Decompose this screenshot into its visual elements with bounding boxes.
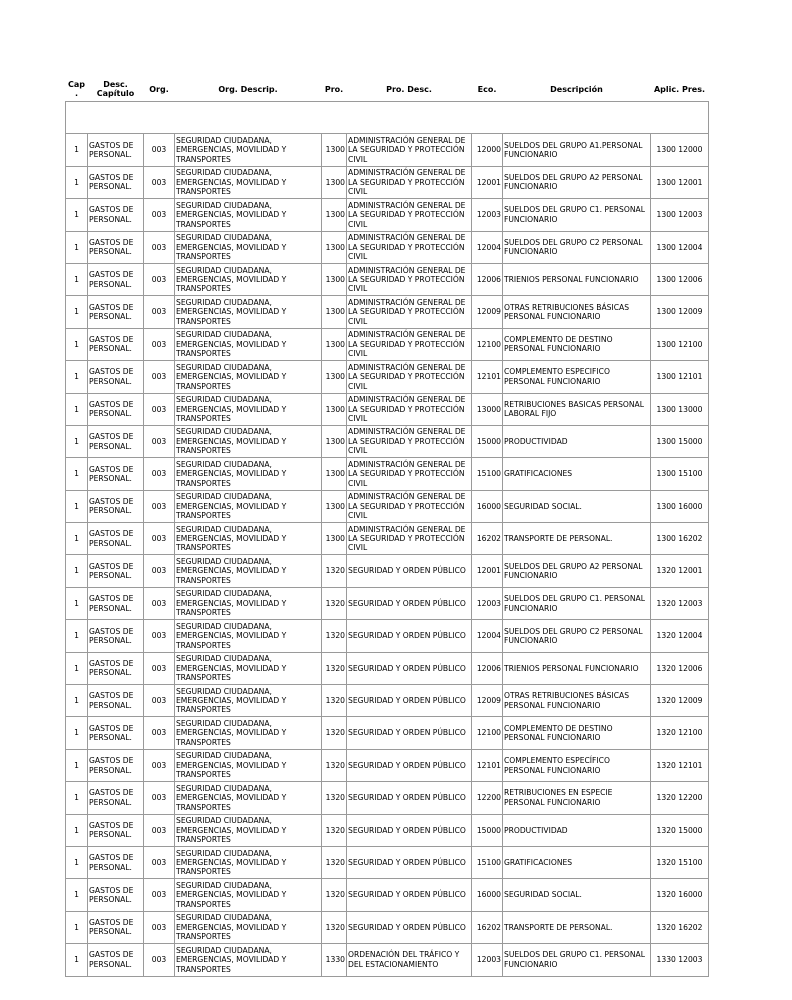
- cell-pro-desc: ADMINISTRACIÓN GENERAL DE LA SEGURIDAD Y PROTECCIÓN CIVIL: [347, 231, 472, 263]
- table-row: [66, 685, 709, 717]
- cell-eco: 12100: [472, 328, 503, 360]
- cell-cap: 1: [66, 587, 88, 619]
- cell-desc-capitulo: GASTOS DE PERSONAL.: [88, 717, 144, 749]
- cell-desc-capitulo: GASTOS DE PERSONAL.: [88, 361, 144, 393]
- cell-org-descrip: SEGURIDAD CIUDADANA, EMERGENCIAS, MOVILIDAD Y TRANSPORTES: [175, 587, 322, 619]
- cell-aplic-pres: 1320 15100: [651, 846, 709, 878]
- table-row: [66, 814, 709, 846]
- cell-eco: 12100: [472, 717, 503, 749]
- cell-org-descrip: SEGURIDAD CIUDADANA, EMERGENCIAS, MOVILIDAD Y TRANSPORTES: [175, 328, 322, 360]
- cell-eco: 15000: [472, 814, 503, 846]
- cell-org: 003: [144, 587, 175, 619]
- cell-eco: 12003: [472, 944, 503, 976]
- cell-descripcion: COMPLEMENTO DE DESTINO PERSONAL FUNCIONARIO: [503, 717, 651, 749]
- cell-descripcion: SUELDOS DEL GRUPO A2 PERSONAL FUNCIONARIO: [503, 555, 651, 587]
- cell-org: 003: [144, 490, 175, 522]
- cell-eco: 12004: [472, 620, 503, 652]
- table-row: [66, 944, 709, 976]
- cell-org-descrip: SEGURIDAD CIUDADANA, EMERGENCIAS, MOVILIDAD Y TRANSPORTES: [175, 685, 322, 717]
- cell-pro: 1320: [322, 685, 347, 717]
- cell-descripcion: OTRAS RETRIBUCIONES BÁSICAS PERSONAL FUNCIONARIO: [503, 296, 651, 328]
- cell-cap: 1: [66, 490, 88, 522]
- table-row: [66, 425, 709, 457]
- cell-org: 003: [144, 361, 175, 393]
- cell-desc-capitulo: GASTOS DE PERSONAL.: [88, 134, 144, 166]
- table-row: [66, 782, 709, 814]
- cell-cap: 1: [66, 911, 88, 943]
- cell-pro-desc: SEGURIDAD Y ORDEN PÚBLICO: [347, 749, 472, 781]
- cell-eco: 12101: [472, 361, 503, 393]
- cell-pro-desc: SEGURIDAD Y ORDEN PÚBLICO: [347, 587, 472, 619]
- cell-org-descrip: SEGURIDAD CIUDADANA, EMERGENCIAS, MOVILIDAD Y TRANSPORTES: [175, 296, 322, 328]
- cell-descripcion: TRIENIOS PERSONAL FUNCIONARIO: [503, 263, 651, 295]
- table-row: [66, 717, 709, 749]
- cell-cap: 1: [66, 393, 88, 425]
- cell-org: 003: [144, 911, 175, 943]
- cell-aplic-pres: 1320 12003: [651, 587, 709, 619]
- cell-eco: 16202: [472, 523, 503, 555]
- cell-cap: 1: [66, 846, 88, 878]
- cell-org-descrip: SEGURIDAD CIUDADANA, EMERGENCIAS, MOVILIDAD Y TRANSPORTES: [175, 652, 322, 684]
- cell-org: 003: [144, 296, 175, 328]
- table-row: [66, 749, 709, 781]
- table-row: [66, 458, 709, 490]
- cell-org: 003: [144, 782, 175, 814]
- cell-pro: 1300: [322, 296, 347, 328]
- cell-org-descrip: SEGURIDAD CIUDADANA, EMERGENCIAS, MOVILIDAD Y TRANSPORTES: [175, 263, 322, 295]
- header-pro: Pro.: [324, 84, 344, 94]
- cell-pro-desc: SEGURIDAD Y ORDEN PÚBLICO: [347, 814, 472, 846]
- cell-pro: 1300: [322, 393, 347, 425]
- cell-cap: 1: [66, 620, 88, 652]
- cell-desc-capitulo: GASTOS DE PERSONAL.: [88, 587, 144, 619]
- cell-org: 003: [144, 944, 175, 976]
- cell-desc-capitulo: GASTOS DE PERSONAL.: [88, 231, 144, 263]
- header-org: Org.: [149, 84, 169, 94]
- table-row: [66, 652, 709, 684]
- cell-aplic-pres: 1300 12006: [651, 263, 709, 295]
- cell-eco: 12003: [472, 199, 503, 231]
- cell-eco: 12000: [472, 134, 503, 166]
- cell-org-descrip: SEGURIDAD CIUDADANA, EMERGENCIAS, MOVILIDAD Y TRANSPORTES: [175, 911, 322, 943]
- cell-cap: 1: [66, 328, 88, 360]
- cell-org-descrip: SEGURIDAD CIUDADANA, EMERGENCIAS, MOVILIDAD Y TRANSPORTES: [175, 166, 322, 198]
- cell-pro-desc: ADMINISTRACIÓN GENERAL DE LA SEGURIDAD Y PROTECCIÓN CIVIL: [347, 166, 472, 198]
- cell-org-descrip: SEGURIDAD CIUDADANA, EMERGENCIAS, MOVILIDAD Y TRANSPORTES: [175, 490, 322, 522]
- cell-org-descrip: SEGURIDAD CIUDADANA, EMERGENCIAS, MOVILIDAD Y TRANSPORTES: [175, 717, 322, 749]
- cell-org: 003: [144, 555, 175, 587]
- cell-pro: 1300: [322, 134, 347, 166]
- cell-org-descrip: SEGURIDAD CIUDADANA, EMERGENCIAS, MOVILIDAD Y TRANSPORTES: [175, 782, 322, 814]
- cell-org: 003: [144, 846, 175, 878]
- cell-descripcion: COMPLEMENTO ESPECÍFICO PERSONAL FUNCIONARIO: [503, 749, 651, 781]
- cell-descripcion: SUELDOS DEL GRUPO A2 PERSONAL FUNCIONARIO: [503, 166, 651, 198]
- cell-aplic-pres: 1320 12009: [651, 685, 709, 717]
- cell-eco: 12009: [472, 685, 503, 717]
- cell-cap: 1: [66, 134, 88, 166]
- cell-descripcion: TRANSPORTE DE PERSONAL.: [503, 911, 651, 943]
- cell-descripcion: TRANSPORTE DE PERSONAL.: [503, 523, 651, 555]
- cell-cap: 1: [66, 749, 88, 781]
- cell-org-descrip: SEGURIDAD CIUDADANA, EMERGENCIAS, MOVILIDAD Y TRANSPORTES: [175, 749, 322, 781]
- cell-org: 003: [144, 231, 175, 263]
- cell-descripcion: OTRAS RETRIBUCIONES BÁSICAS PERSONAL FUNCIONARIO: [503, 685, 651, 717]
- cell-eco: 12004: [472, 231, 503, 263]
- cell-aplic-pres: 1300 15100: [651, 458, 709, 490]
- cell-cap: 1: [66, 263, 88, 295]
- cell-pro: 1300: [322, 231, 347, 263]
- cell-org: 003: [144, 749, 175, 781]
- cell-cap: 1: [66, 458, 88, 490]
- cell-org: 003: [144, 685, 175, 717]
- cell-org: 003: [144, 263, 175, 295]
- table-row: [66, 263, 709, 295]
- cell-aplic-pres: 1300 15000: [651, 425, 709, 457]
- cell-aplic-pres: 1320 12200: [651, 782, 709, 814]
- cell-aplic-pres: 1320 12100: [651, 717, 709, 749]
- cell-cap: 1: [66, 944, 88, 976]
- cell-desc-capitulo: GASTOS DE PERSONAL.: [88, 296, 144, 328]
- cell-cap: 1: [66, 879, 88, 911]
- cell-descripcion: GRATIFICACIONES: [503, 846, 651, 878]
- cell-pro: 1320: [322, 749, 347, 781]
- table-row: [66, 199, 709, 231]
- cell-cap: 1: [66, 685, 88, 717]
- cell-pro-desc: ADMINISTRACIÓN GENERAL DE LA SEGURIDAD Y PROTECCIÓN CIVIL: [347, 393, 472, 425]
- cell-pro: 1300: [322, 166, 347, 198]
- cell-org-descrip: SEGURIDAD CIUDADANA, EMERGENCIAS, MOVILIDAD Y TRANSPORTES: [175, 458, 322, 490]
- cell-desc-capitulo: GASTOS DE PERSONAL.: [88, 749, 144, 781]
- cell-pro-desc: ADMINISTRACIÓN GENERAL DE LA SEGURIDAD Y PROTECCIÓN CIVIL: [347, 134, 472, 166]
- cell-pro: 1300: [322, 458, 347, 490]
- cell-pro-desc: ADMINISTRACIÓN GENERAL DE LA SEGURIDAD Y PROTECCIÓN CIVIL: [347, 263, 472, 295]
- cell-cap: 1: [66, 652, 88, 684]
- cell-pro-desc: ADMINISTRACIÓN GENERAL DE LA SEGURIDAD Y PROTECCIÓN CIVIL: [347, 458, 472, 490]
- table-row: [66, 361, 709, 393]
- cell-aplic-pres: 1320 15000: [651, 814, 709, 846]
- cell-aplic-pres: 1300 16202: [651, 523, 709, 555]
- cell-desc-capitulo: GASTOS DE PERSONAL.: [88, 620, 144, 652]
- cell-aplic-pres: 1320 12001: [651, 555, 709, 587]
- cell-pro: 1300: [322, 263, 347, 295]
- cell-pro-desc: ADMINISTRACIÓN GENERAL DE LA SEGURIDAD Y PROTECCIÓN CIVIL: [347, 490, 472, 522]
- table-row: [66, 846, 709, 878]
- cell-descripcion: SUELDOS DEL GRUPO C2 PERSONAL FUNCIONARIO: [503, 231, 651, 263]
- cell-aplic-pres: 1320 16202: [651, 911, 709, 943]
- cell-aplic-pres: 1320 16000: [651, 879, 709, 911]
- cell-pro-desc: ADMINISTRACIÓN GENERAL DE LA SEGURIDAD Y PROTECCIÓN CIVIL: [347, 199, 472, 231]
- cell-aplic-pres: 1300 12000: [651, 134, 709, 166]
- table-row: [66, 166, 709, 198]
- cell-pro: 1320: [322, 587, 347, 619]
- cell-desc-capitulo: GASTOS DE PERSONAL.: [88, 425, 144, 457]
- cell-pro-desc: ADMINISTRACIÓN GENERAL DE LA SEGURIDAD Y PROTECCIÓN CIVIL: [347, 328, 472, 360]
- cell-cap: 1: [66, 166, 88, 198]
- cell-descripcion: PRODUCTIVIDAD: [503, 425, 651, 457]
- cell-aplic-pres: 1320 12006: [651, 652, 709, 684]
- cell-descripcion: PRODUCTIVIDAD: [503, 814, 651, 846]
- cell-desc-capitulo: GASTOS DE PERSONAL.: [88, 490, 144, 522]
- cell-descripcion: SEGURIDAD SOCIAL.: [503, 879, 651, 911]
- cell-desc-capitulo: GASTOS DE PERSONAL.: [88, 685, 144, 717]
- cell-aplic-pres: 1300 16000: [651, 490, 709, 522]
- cell-org-descrip: SEGURIDAD CIUDADANA, EMERGENCIAS, MOVILIDAD Y TRANSPORTES: [175, 361, 322, 393]
- cell-cap: 1: [66, 425, 88, 457]
- header-row: [66, 77, 709, 102]
- cell-cap: 1: [66, 717, 88, 749]
- cell-pro: 1320: [322, 555, 347, 587]
- header-spacer: [66, 102, 709, 134]
- cell-eco: 12101: [472, 749, 503, 781]
- cell-org-descrip: SEGURIDAD CIUDADANA, EMERGENCIAS, MOVILIDAD Y TRANSPORTES: [175, 523, 322, 555]
- cell-pro-desc: ORDENACIÓN DEL TRÁFICO Y DEL ESTACIONAMIENTO: [347, 944, 472, 976]
- cell-pro-desc: ADMINISTRACIÓN GENERAL DE LA SEGURIDAD Y PROTECCIÓN CIVIL: [347, 425, 472, 457]
- cell-org: 003: [144, 134, 175, 166]
- cell-desc-capitulo: GASTOS DE PERSONAL.: [88, 782, 144, 814]
- cell-eco: 16000: [472, 879, 503, 911]
- cell-cap: 1: [66, 814, 88, 846]
- cell-descripcion: GRATIFICACIONES: [503, 458, 651, 490]
- cell-desc-capitulo: GASTOS DE PERSONAL.: [88, 328, 144, 360]
- table-row: [66, 490, 709, 522]
- cell-pro: 1300: [322, 361, 347, 393]
- cell-org: 003: [144, 652, 175, 684]
- cell-org-descrip: SEGURIDAD CIUDADANA, EMERGENCIAS, MOVILIDAD Y TRANSPORTES: [175, 134, 322, 166]
- cell-descripcion: RETRIBUCIONES BASICAS PERSONAL LABORAL FIJO: [503, 393, 651, 425]
- table-row: [66, 911, 709, 943]
- cell-pro: 1320: [322, 814, 347, 846]
- cell-org-descrip: SEGURIDAD CIUDADANA, EMERGENCIAS, MOVILIDAD Y TRANSPORTES: [175, 199, 322, 231]
- cell-eco: 12006: [472, 263, 503, 295]
- cell-pro-desc: ADMINISTRACIÓN GENERAL DE LA SEGURIDAD Y PROTECCIÓN CIVIL: [347, 523, 472, 555]
- cell-pro-desc: SEGURIDAD Y ORDEN PÚBLICO: [347, 620, 472, 652]
- cell-pro: 1300: [322, 523, 347, 555]
- table-row: [66, 296, 709, 328]
- cell-pro: 1330: [322, 944, 347, 976]
- cell-aplic-pres: 1300 12004: [651, 231, 709, 263]
- table-body: [66, 134, 709, 976]
- cell-cap: 1: [66, 523, 88, 555]
- cell-pro-desc: ADMINISTRACIÓN GENERAL DE LA SEGURIDAD Y PROTECCIÓN CIVIL: [347, 361, 472, 393]
- cell-pro-desc: SEGURIDAD Y ORDEN PÚBLICO: [347, 782, 472, 814]
- cell-aplic-pres: 1320 12101: [651, 749, 709, 781]
- cell-descripcion: RETRIBUCIONES EN ESPECIE PERSONAL FUNCIONARIO: [503, 782, 651, 814]
- cell-pro-desc: SEGURIDAD Y ORDEN PÚBLICO: [347, 685, 472, 717]
- cell-pro: 1300: [322, 490, 347, 522]
- cell-desc-capitulo: GASTOS DE PERSONAL.: [88, 458, 144, 490]
- cell-org-descrip: SEGURIDAD CIUDADANA, EMERGENCIAS, MOVILIDAD Y TRANSPORTES: [175, 231, 322, 263]
- cell-descripcion: SUELDOS DEL GRUPO C2 PERSONAL FUNCIONARIO: [503, 620, 651, 652]
- cell-cap: 1: [66, 555, 88, 587]
- cell-desc-capitulo: GASTOS DE PERSONAL.: [88, 199, 144, 231]
- cell-aplic-pres: 1300 12001: [651, 166, 709, 198]
- cell-descripcion: TRIENIOS PERSONAL FUNCIONARIO: [503, 652, 651, 684]
- cell-org-descrip: SEGURIDAD CIUDADANA, EMERGENCIAS, MOVILIDAD Y TRANSPORTES: [175, 944, 322, 976]
- cell-cap: 1: [66, 361, 88, 393]
- cell-pro: 1320: [322, 782, 347, 814]
- cell-pro: 1300: [322, 199, 347, 231]
- cell-pro-desc: SEGURIDAD Y ORDEN PÚBLICO: [347, 652, 472, 684]
- cell-pro-desc: SEGURIDAD Y ORDEN PÚBLICO: [347, 879, 472, 911]
- cell-pro-desc: SEGURIDAD Y ORDEN PÚBLICO: [347, 911, 472, 943]
- cell-pro: 1300: [322, 425, 347, 457]
- header-eco: Eco.: [477, 84, 497, 94]
- cell-descripcion: COMPLEMENTO DE DESTINO PERSONAL FUNCIONARIO: [503, 328, 651, 360]
- cell-eco: 13000: [472, 393, 503, 425]
- cell-desc-capitulo: GASTOS DE PERSONAL.: [88, 166, 144, 198]
- cell-eco: 16202: [472, 911, 503, 943]
- cell-pro: 1320: [322, 879, 347, 911]
- header-descripcion: Descripción: [550, 84, 603, 94]
- table-row: [66, 134, 709, 166]
- cell-org: 003: [144, 879, 175, 911]
- cell-aplic-pres: 1300 13000: [651, 393, 709, 425]
- spacer-cell: [66, 102, 709, 134]
- cell-aplic-pres: 1300 12003: [651, 199, 709, 231]
- cell-descripcion: COMPLEMENTO ESPECIFICO PERSONAL FUNCIONARIO: [503, 361, 651, 393]
- cell-aplic-pres: 1300 12100: [651, 328, 709, 360]
- cell-desc-capitulo: GASTOS DE PERSONAL.: [88, 393, 144, 425]
- cell-eco: 12003: [472, 587, 503, 619]
- cell-org-descrip: SEGURIDAD CIUDADANA, EMERGENCIAS, MOVILIDAD Y TRANSPORTES: [175, 846, 322, 878]
- cell-eco: 15100: [472, 846, 503, 878]
- table-row: [66, 328, 709, 360]
- cell-pro: 1320: [322, 652, 347, 684]
- cell-descripcion: SUELDOS DEL GRUPO C1. PERSONAL FUNCIONARIO: [503, 199, 651, 231]
- cell-descripcion: SEGURIDAD SOCIAL.: [503, 490, 651, 522]
- cell-descripcion: SUELDOS DEL GRUPO A1.PERSONAL FUNCIONARIO: [503, 134, 651, 166]
- cell-aplic-pres: 1330 12003: [651, 944, 709, 976]
- cell-pro: 1320: [322, 717, 347, 749]
- cell-org: 003: [144, 814, 175, 846]
- cell-org: 003: [144, 523, 175, 555]
- cell-org: 003: [144, 620, 175, 652]
- cell-org: 003: [144, 393, 175, 425]
- cell-pro-desc: SEGURIDAD Y ORDEN PÚBLICO: [347, 555, 472, 587]
- table-row: [66, 393, 709, 425]
- cell-pro: 1320: [322, 911, 347, 943]
- table-row: [66, 879, 709, 911]
- cell-org-descrip: SEGURIDAD CIUDADANA, EMERGENCIAS, MOVILIDAD Y TRANSPORTES: [175, 620, 322, 652]
- cell-pro: 1320: [322, 620, 347, 652]
- cell-desc-capitulo: GASTOS DE PERSONAL.: [88, 555, 144, 587]
- cell-desc-capitulo: GASTOS DE PERSONAL.: [88, 846, 144, 878]
- table-row: [66, 231, 709, 263]
- cell-desc-capitulo: GASTOS DE PERSONAL.: [88, 523, 144, 555]
- table-row: [66, 555, 709, 587]
- cell-org: 003: [144, 199, 175, 231]
- table-row: [66, 620, 709, 652]
- cell-org: 003: [144, 717, 175, 749]
- header-pro-desc: Pro. Desc.: [386, 84, 432, 94]
- cell-pro-desc: SEGURIDAD Y ORDEN PÚBLICO: [347, 717, 472, 749]
- cell-cap: 1: [66, 782, 88, 814]
- cell-org-descrip: SEGURIDAD CIUDADANA, EMERGENCIAS, MOVILIDAD Y TRANSPORTES: [175, 425, 322, 457]
- cell-aplic-pres: 1300 12009: [651, 296, 709, 328]
- table-row: [66, 523, 709, 555]
- cell-org: 003: [144, 458, 175, 490]
- cell-descripcion: SUELDOS DEL GRUPO C1. PERSONAL FUNCIONARIO: [503, 587, 651, 619]
- header-cap: Cap .: [68, 80, 85, 98]
- table-row: [66, 587, 709, 619]
- cell-eco: 12200: [472, 782, 503, 814]
- cell-desc-capitulo: GASTOS DE PERSONAL.: [88, 879, 144, 911]
- cell-desc-capitulo: GASTOS DE PERSONAL.: [88, 911, 144, 943]
- cell-aplic-pres: 1300 12101: [651, 361, 709, 393]
- header-aplic-pres: Aplic. Pres.: [653, 84, 705, 94]
- cell-org: 003: [144, 425, 175, 457]
- cell-desc-capitulo: GASTOS DE PERSONAL.: [88, 263, 144, 295]
- cell-desc-capitulo: GASTOS DE PERSONAL.: [88, 814, 144, 846]
- cell-org: 003: [144, 166, 175, 198]
- cell-org-descrip: SEGURIDAD CIUDADANA, EMERGENCIAS, MOVILIDAD Y TRANSPORTES: [175, 393, 322, 425]
- cell-aplic-pres: 1320 12004: [651, 620, 709, 652]
- cell-desc-capitulo: GASTOS DE PERSONAL.: [88, 944, 144, 976]
- cell-cap: 1: [66, 231, 88, 263]
- header-desc-capitulo: Desc. Capítulo: [96, 80, 135, 98]
- cell-org-descrip: SEGURIDAD CIUDADANA, EMERGENCIAS, MOVILIDAD Y TRANSPORTES: [175, 555, 322, 587]
- cell-org-descrip: SEGURIDAD CIUDADANA, EMERGENCIAS, MOVILIDAD Y TRANSPORTES: [175, 814, 322, 846]
- cell-eco: 15000: [472, 425, 503, 457]
- cell-eco: 16000: [472, 490, 503, 522]
- cell-eco: 12009: [472, 296, 503, 328]
- cell-eco: 12001: [472, 166, 503, 198]
- cell-pro: 1300: [322, 328, 347, 360]
- cell-eco: 12006: [472, 652, 503, 684]
- cell-cap: 1: [66, 296, 88, 328]
- cell-desc-capitulo: GASTOS DE PERSONAL.: [88, 652, 144, 684]
- cell-org-descrip: SEGURIDAD CIUDADANA, EMERGENCIAS, MOVILIDAD Y TRANSPORTES: [175, 879, 322, 911]
- cell-org: 003: [144, 328, 175, 360]
- cell-pro: 1320: [322, 846, 347, 878]
- cell-pro-desc: SEGURIDAD Y ORDEN PÚBLICO: [347, 846, 472, 878]
- cell-pro-desc: ADMINISTRACIÓN GENERAL DE LA SEGURIDAD Y PROTECCIÓN CIVIL: [347, 296, 472, 328]
- budget-table: [65, 77, 709, 977]
- cell-eco: 15100: [472, 458, 503, 490]
- cell-descripcion: SUELDOS DEL GRUPO C1. PERSONAL FUNCIONARIO: [503, 944, 651, 976]
- header-org-descrip: Org. Descrip.: [218, 84, 278, 94]
- cell-cap: 1: [66, 199, 88, 231]
- cell-eco: 12001: [472, 555, 503, 587]
